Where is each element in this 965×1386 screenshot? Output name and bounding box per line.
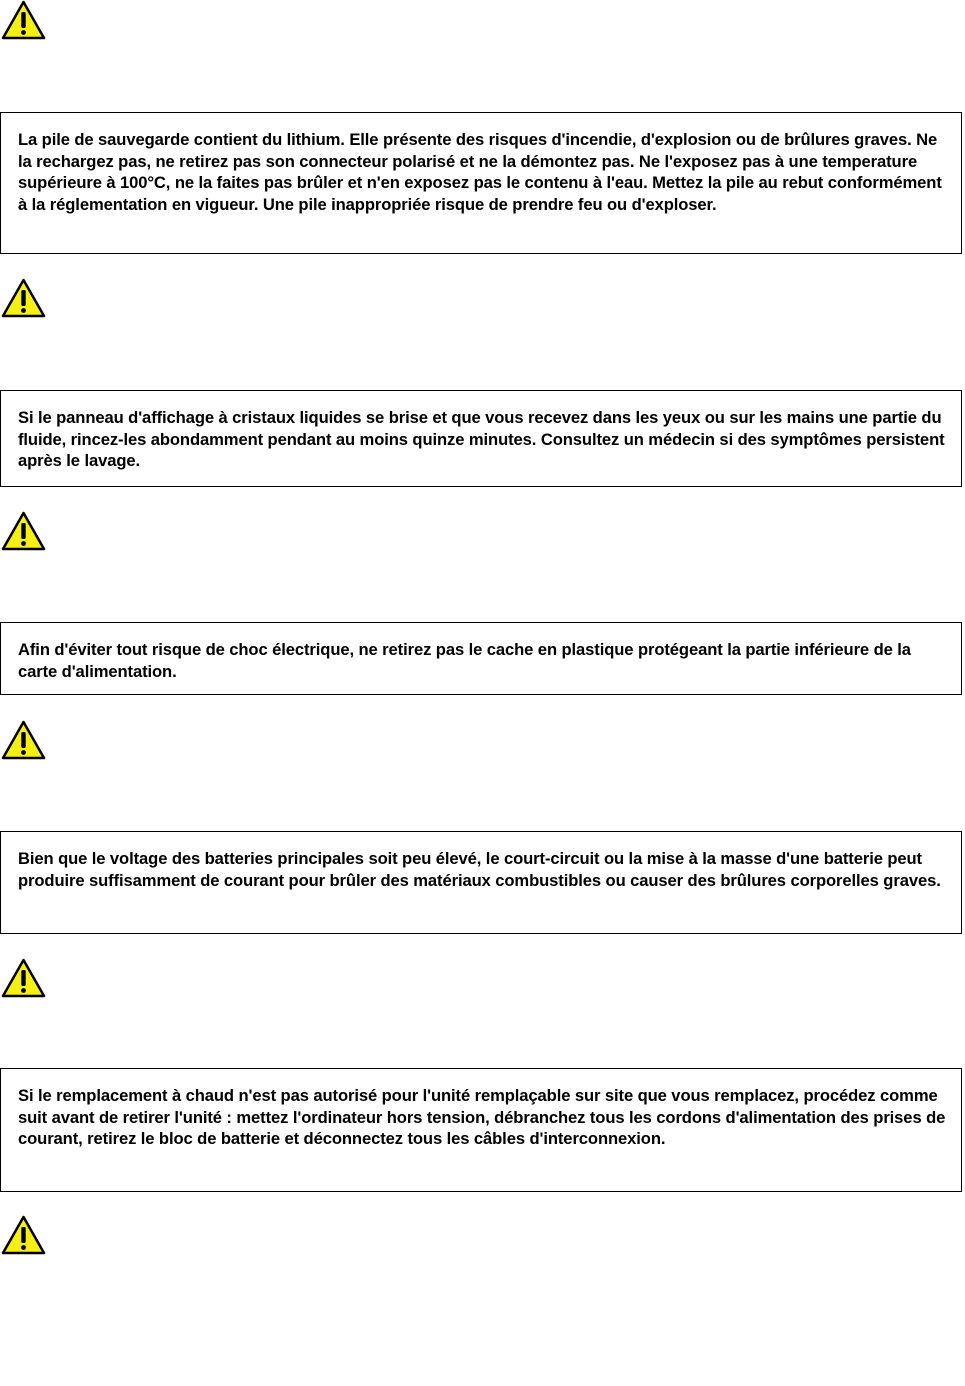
warning-triangle-icon [1, 1215, 46, 1255]
caution-notice-electric-shock [0, 622, 962, 695]
caution-notice-battery-short-circuit [0, 831, 962, 934]
warning-triangle-icon [1, 958, 46, 998]
caution-notice-hot-swap [0, 1068, 962, 1192]
notice-text: La pile de sauvegarde contient du lithium. Elle présente des risques d'incendie, d'explosion ou de brûlures graves. Ne la rechargez pas, ne retirez pas son connecteur polarisé et ne la démontez pas. Ne l'exposez pas à une temperature supérieure à 100°C, ne la faites pas brûler et n'en exposez pas le contenu à l'eau. Mettez la pile au rebut conformément à la réglementation en vigueur. Une pile inappropriée risque de prendre feu ou d'exploser. [18, 130, 942, 214]
warning-triangle-icon [1, 720, 46, 760]
warning-triangle-icon [1, 511, 46, 551]
notice-text: Si le panneau d'affichage à cristaux liquides se brise et que vous recevez dans les yeux ou sur les mains une partie du fluide, rincez-les abondamment pendant au moins quinze minutes. Consultez un médecin si des symptômes persistent après le lavage. [18, 408, 945, 471]
warning-triangle-icon [1, 0, 46, 40]
notice-text: Bien que le voltage des batteries principales soit peu élevé, le court-circuit ou la mise à la masse d'une batterie peut produire suffisamment de courant pour brûler des matériaux combustibles ou causer des brûlures corporelles graves. [18, 849, 941, 890]
notice-text: Si le remplacement à chaud n'est pas autorisé pour l'unité remplaçable sur site que vous remplacez, procédez comme suit avant de retirer l'unité : mettez l'ordinateur hors tension, débranchez tous les cordons d'alimentation des prises de courant, retirez le bloc de batterie et déconnectez tous les câbles d'interconnexion. [18, 1086, 946, 1149]
caution-notice-lcd-fluid [0, 390, 962, 487]
notice-text: Afin d'éviter tout risque de choc électrique, ne retirez pas le cache en plastique protégeant la partie inférieure de la carte d'alimentation. [18, 640, 911, 681]
caution-notice-backup-battery [0, 112, 962, 254]
warning-triangle-icon [1, 278, 46, 318]
